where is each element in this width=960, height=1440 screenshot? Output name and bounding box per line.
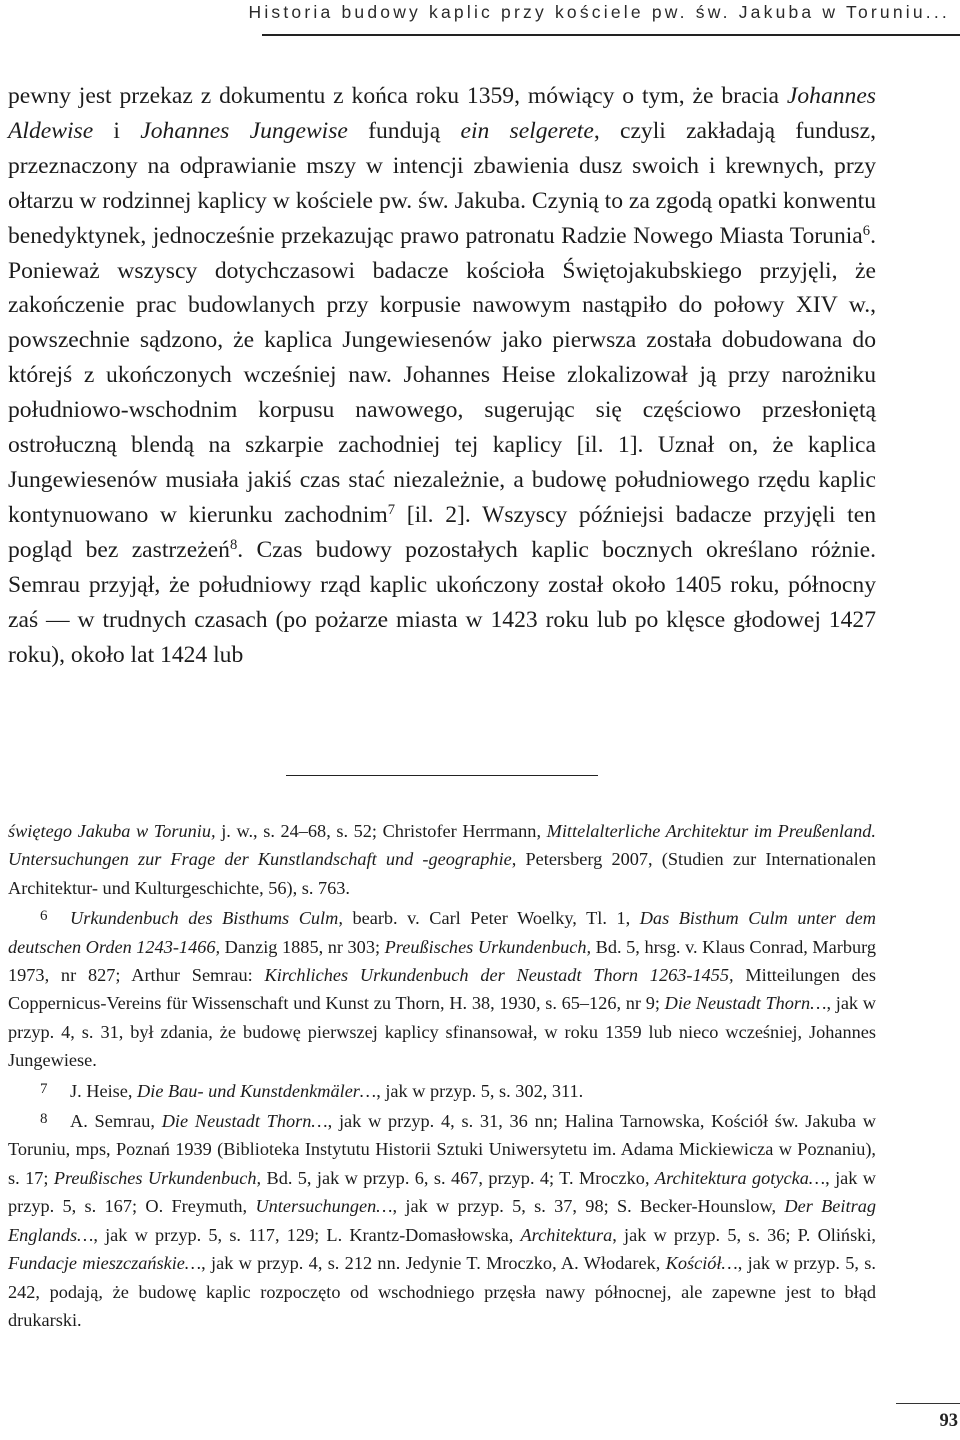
italic-text: Kościół… (665, 1253, 738, 1274)
italic-text: Fundacje mieszczańskie… (8, 1253, 202, 1274)
text-run: A. Semrau, (70, 1111, 162, 1132)
text-run: , jak w przyp. 5, s. 302, 311. (376, 1080, 584, 1101)
text-run: . Ponieważ wszyscy dotychczasowi badacze kościoła Świętojakubskiego przyjęli, że zakończenie prac budowlanych przy korpusie nawowym nastąpiło do połowy XIV w., powszechnie sądzono, że kaplica Jungewiesenów jako pierwsza została dobudowana do którejś z ukończonych wcześniej naw. Johannes Heise zlokalizował ją przy narożniku południowo-wschodnim korpusu nawowego, sugerując się częściowo przesłoniętą ostrołuczną blendą na szkarpie zachodniej tej kaplicy [il. 1]. Uznał on, że kaplica Jungewiesenów musiała jakiś czas stać niezależnie, a budowę południowego rzędu kaplic kontynuowano w kierunku zachodnim (8, 222, 876, 528)
italic-text: Das Bisthum Culm unter dem deutschen Orden 1243-1466, (8, 908, 876, 957)
text-run: , jak w przyp. 5, s. 37, 98; S. Becker-Hounslow, (392, 1196, 785, 1217)
italic-text: Architektura (520, 1224, 613, 1245)
text-run: j. w., s. 24–68, s. 52; Christofer Herrmann, (215, 821, 547, 841)
footnote-reference: 6 (862, 222, 871, 239)
text-run: , jak w przyp. 4, s. 31, 36 nn; Halina Tarnowska, Kościół św. Jakuba w Toruniu, mps, Poznań 1939 (Biblioteka Instytutu Historii Sztuki Uniwersytetu im. Adama Mickiewicza w Poznaniu), s. 17; (8, 1111, 877, 1188)
footnote-number: 6 (40, 908, 48, 925)
italic-text: Die Neustadt Thorn… (161, 1111, 328, 1132)
text-run: Bd. 5, hrsg. v. Klaus Conrad, Marburg 1973, nr 827; Arthur Semrau: (8, 936, 876, 986)
text-run: , czyli zakładają fundusz, przeznaczony na odprawianie mszy w intencji zbawienia dusz swoich i krewnych, przy ołtarzu w rodzinnej kaplicy w kościele pw. św. Jakuba. Czynią to za zgodą opatki konwentu benedyktynek, jednocześnie przekazując prawo patronatu Radzie Nowego Miasta Torunia (8, 117, 876, 249)
footnote-8 (8, 1105, 876, 1334)
italic-text: Die Neustadt Thorn… (664, 993, 827, 1014)
footnote-reference: 7 (387, 501, 396, 518)
text-run: Danzig 1885, nr 303; (220, 936, 385, 957)
footnote-continued (8, 817, 876, 902)
italic-text: Urkundenbuch des Bisthums Culm, (70, 908, 343, 929)
text-run: , jak w przyp. 5, s. 36; P. Oliński, (612, 1224, 876, 1245)
text-run: Bd. 5, jak w przyp. 6, s. 467, przyp. 4; T. Mroczko, (261, 1167, 655, 1188)
page-number-rule (896, 1403, 960, 1404)
main-text (8, 79, 876, 672)
footnote-reference: 8 (229, 536, 238, 553)
italic-text: Kirchliches Urkundenbuch der Neustadt Thorn 1263-1455, (264, 965, 734, 986)
running-head: Historia budowy kaplic przy kościele pw. św. Jakuba w Toruniu... (248, 2, 950, 22)
text-run: , jak w przyp. 5, s. 242, podają, że budowę kaplic rozpoczęto od wschodniego przęsła nawy północnej, ale zapewne jest to błąd drukarski. (8, 1253, 876, 1330)
text-run: . Czas budowy pozostałych kaplic bocznych określano różnie. Semrau przyjął, że południowy rząd kaplic ukończony został około 1405 roku, północny zaś — w trudnych czasach (po pożarze miasta w 1423 roku lub po klęsce głodowej 1427 roku), około lat 1424 lub (8, 536, 876, 668)
text-run: i (93, 117, 141, 144)
text-run: fundują (347, 117, 461, 144)
text-run: , jak w przyp. 4, s. 212 nn. Jedynie T. Mroczko, A. Włodarek, (201, 1253, 666, 1274)
text-run: J. Heise, (70, 1080, 138, 1101)
italic-text: świętego Jakuba w Toruniu, (8, 821, 216, 841)
footnote-7 (8, 1075, 876, 1105)
italic-text: Die Bau- und Kunstdenkmäler… (137, 1080, 377, 1101)
page-number: 93 (939, 1411, 958, 1431)
text-run: pewny jest przekaz z dokumentu z końca roku 1359, mówiący o tym, że bracia (8, 83, 787, 109)
footnote-number: 7 (40, 1080, 48, 1097)
text-run: [il. 2]. Wszyscy późniejsi badacze przyjęli ten pogląd bez zastrzeżeń (8, 501, 876, 563)
footnote-number: 8 (40, 1111, 48, 1128)
text-run: bearb. v. Carl Peter Woelky, Tl. 1, (342, 908, 640, 929)
italic-text: Architektura gotycka… (654, 1167, 826, 1188)
italic-text: Preußisches Urkundenbuch, (53, 1167, 262, 1188)
italic-text: Preußisches Urkundenbuch, (384, 936, 592, 957)
header-rule (262, 34, 960, 36)
body-paragraph (8, 79, 876, 672)
italic-text: ein selgerete (460, 117, 594, 144)
footnotes (8, 817, 876, 1334)
italic-text: Johannes Jungewise (140, 117, 348, 144)
text-run: , jak w przyp. 5, s. 167; O. Freymuth, (8, 1167, 877, 1217)
italic-text: Der Beitrag Englands… (8, 1196, 876, 1245)
footnote-separator (286, 775, 598, 776)
text-run: , Petersberg 2007, (Studien zur Internationalen Architektur- und Kulturgeschichte, 56), s. 763. (8, 849, 876, 898)
text-run: , jak w przyp. 4, s. 31, był zdania, że budowę pierwszej kaplicy sfinansował, w roku 1359 lub nieco wcześniej, Johannes Jungewiese. (8, 993, 876, 1071)
italic-text: Untersuchungen… (255, 1196, 393, 1217)
text-run: , jak w przyp. 5, s. 117, 129; L. Krantz-Domasłowska, (93, 1224, 521, 1245)
text-run: Mitteilungen des Coppernicus-Vereins für Wissenschaft und Kunst zu Thorn, H. 38, 1930, s. 65–126, nr 9; (8, 965, 876, 1014)
italic-text: Mittelalterliche Architektur im Preußenland. Untersuchungen zur Frage der Kunstlandschaft und -geographie (8, 821, 876, 870)
footnote-6 (8, 902, 876, 1074)
italic-text: Johannes Aldewise (8, 83, 876, 144)
